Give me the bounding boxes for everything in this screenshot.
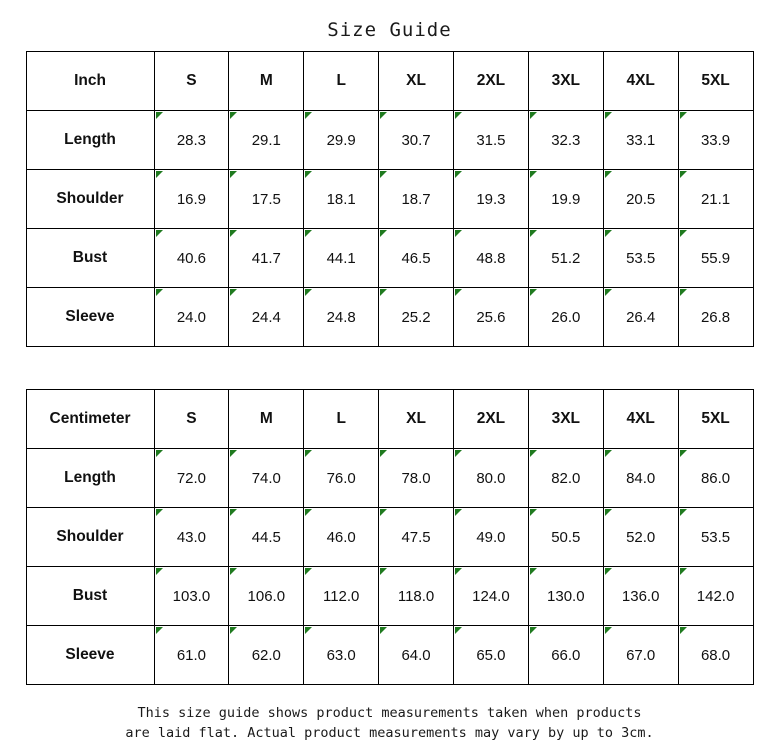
cell-bust-4xl: 136.0 xyxy=(603,567,678,626)
size-table-centimeter xyxy=(26,389,754,685)
column-header-4xl: 4XL xyxy=(603,52,678,111)
cell-bust-5xl: 55.9 xyxy=(678,229,753,288)
cell-length-3xl: 32.3 xyxy=(528,111,603,170)
cell-sleeve-2xl: 25.6 xyxy=(454,288,529,347)
cell-length-4xl: 84.0 xyxy=(603,449,678,508)
cell-sleeve-5xl: 26.8 xyxy=(678,288,753,347)
cell-bust-4xl: 53.5 xyxy=(603,229,678,288)
cell-shoulder-m: 17.5 xyxy=(229,170,304,229)
row-label-shoulder: Shoulder xyxy=(26,508,154,567)
cell-shoulder-3xl: 19.9 xyxy=(528,170,603,229)
cell-shoulder-l: 18.1 xyxy=(304,170,379,229)
cell-sleeve-m: 62.0 xyxy=(229,626,304,685)
cell-shoulder-2xl: 49.0 xyxy=(454,508,529,567)
unit-label-centimeter: Centimeter xyxy=(26,390,154,449)
row-label-bust: Bust xyxy=(26,567,154,626)
cell-sleeve-l: 24.8 xyxy=(304,288,379,347)
cell-length-2xl: 80.0 xyxy=(454,449,529,508)
table-row xyxy=(26,567,753,626)
cell-length-m: 74.0 xyxy=(229,449,304,508)
cell-sleeve-s: 61.0 xyxy=(154,626,229,685)
cell-sleeve-3xl: 66.0 xyxy=(528,626,603,685)
footnote-line-1: This size guide shows product measurements taken when products xyxy=(137,705,642,721)
row-label-length: Length xyxy=(26,449,154,508)
cell-bust-3xl: 51.2 xyxy=(528,229,603,288)
column-header-xl: XL xyxy=(379,52,454,111)
cell-shoulder-4xl: 20.5 xyxy=(603,170,678,229)
column-header-s: S xyxy=(154,390,229,449)
cell-shoulder-l: 46.0 xyxy=(304,508,379,567)
cell-bust-xl: 118.0 xyxy=(379,567,454,626)
cell-shoulder-s: 43.0 xyxy=(154,508,229,567)
cell-shoulder-5xl: 21.1 xyxy=(678,170,753,229)
cell-bust-m: 106.0 xyxy=(229,567,304,626)
cell-bust-5xl: 142.0 xyxy=(678,567,753,626)
cell-bust-xl: 46.5 xyxy=(379,229,454,288)
cell-shoulder-5xl: 53.5 xyxy=(678,508,753,567)
cell-sleeve-s: 24.0 xyxy=(154,288,229,347)
cell-bust-l: 44.1 xyxy=(304,229,379,288)
cell-shoulder-s: 16.9 xyxy=(154,170,229,229)
cell-shoulder-4xl: 52.0 xyxy=(603,508,678,567)
cell-shoulder-3xl: 50.5 xyxy=(528,508,603,567)
cell-shoulder-2xl: 19.3 xyxy=(454,170,529,229)
cell-shoulder-m: 44.5 xyxy=(229,508,304,567)
footnote xyxy=(0,685,779,743)
cell-length-5xl: 86.0 xyxy=(678,449,753,508)
column-header-l: L xyxy=(304,390,379,449)
table-row xyxy=(26,111,753,170)
column-header-xl: XL xyxy=(379,390,454,449)
cell-bust-l: 112.0 xyxy=(304,567,379,626)
cell-length-5xl: 33.9 xyxy=(678,111,753,170)
row-label-length: Length xyxy=(26,111,154,170)
table-row xyxy=(26,626,753,685)
table-row xyxy=(26,508,753,567)
table-row xyxy=(26,170,753,229)
cell-length-m: 29.1 xyxy=(229,111,304,170)
column-header-2xl: 2XL xyxy=(454,52,529,111)
cell-length-2xl: 31.5 xyxy=(454,111,529,170)
cell-sleeve-2xl: 65.0 xyxy=(454,626,529,685)
cell-bust-2xl: 48.8 xyxy=(454,229,529,288)
row-label-sleeve: Sleeve xyxy=(26,288,154,347)
column-header-m: M xyxy=(229,390,304,449)
cell-sleeve-xl: 64.0 xyxy=(379,626,454,685)
column-header-l: L xyxy=(304,52,379,111)
column-header-3xl: 3XL xyxy=(528,390,603,449)
cell-sleeve-3xl: 26.0 xyxy=(528,288,603,347)
cell-length-xl: 78.0 xyxy=(379,449,454,508)
cell-bust-s: 103.0 xyxy=(154,567,229,626)
unit-label-inch: Inch xyxy=(26,52,154,111)
row-label-sleeve: Sleeve xyxy=(26,626,154,685)
cell-length-3xl: 82.0 xyxy=(528,449,603,508)
size-table-inch xyxy=(26,51,754,347)
cell-sleeve-5xl: 68.0 xyxy=(678,626,753,685)
footnote-line-2: are laid flat. Actual product measurements may vary by up to 3cm. xyxy=(125,725,654,741)
column-header-2xl: 2XL xyxy=(454,390,529,449)
cell-length-4xl: 33.1 xyxy=(603,111,678,170)
cell-sleeve-l: 63.0 xyxy=(304,626,379,685)
table-separator xyxy=(0,347,779,389)
cell-bust-3xl: 130.0 xyxy=(528,567,603,626)
table-row xyxy=(26,229,753,288)
cell-length-s: 28.3 xyxy=(154,111,229,170)
cell-sleeve-m: 24.4 xyxy=(229,288,304,347)
table-header-row xyxy=(26,52,753,111)
cell-length-l: 29.9 xyxy=(304,111,379,170)
column-header-s: S xyxy=(154,52,229,111)
cell-shoulder-xl: 47.5 xyxy=(379,508,454,567)
column-header-5xl: 5XL xyxy=(678,390,753,449)
cell-bust-s: 40.6 xyxy=(154,229,229,288)
column-header-m: M xyxy=(229,52,304,111)
cell-shoulder-xl: 18.7 xyxy=(379,170,454,229)
table-row xyxy=(26,449,753,508)
table-header-row xyxy=(26,390,753,449)
cell-sleeve-4xl: 26.4 xyxy=(603,288,678,347)
cell-length-xl: 30.7 xyxy=(379,111,454,170)
cell-sleeve-xl: 25.2 xyxy=(379,288,454,347)
cell-bust-m: 41.7 xyxy=(229,229,304,288)
cell-length-l: 76.0 xyxy=(304,449,379,508)
column-header-3xl: 3XL xyxy=(528,52,603,111)
row-label-shoulder: Shoulder xyxy=(26,170,154,229)
cell-bust-2xl: 124.0 xyxy=(454,567,529,626)
row-label-bust: Bust xyxy=(26,229,154,288)
cell-sleeve-4xl: 67.0 xyxy=(603,626,678,685)
column-header-4xl: 4XL xyxy=(603,390,678,449)
cell-length-s: 72.0 xyxy=(154,449,229,508)
page-title: Size Guide xyxy=(327,19,452,41)
column-header-5xl: 5XL xyxy=(678,52,753,111)
table-row xyxy=(26,288,753,347)
